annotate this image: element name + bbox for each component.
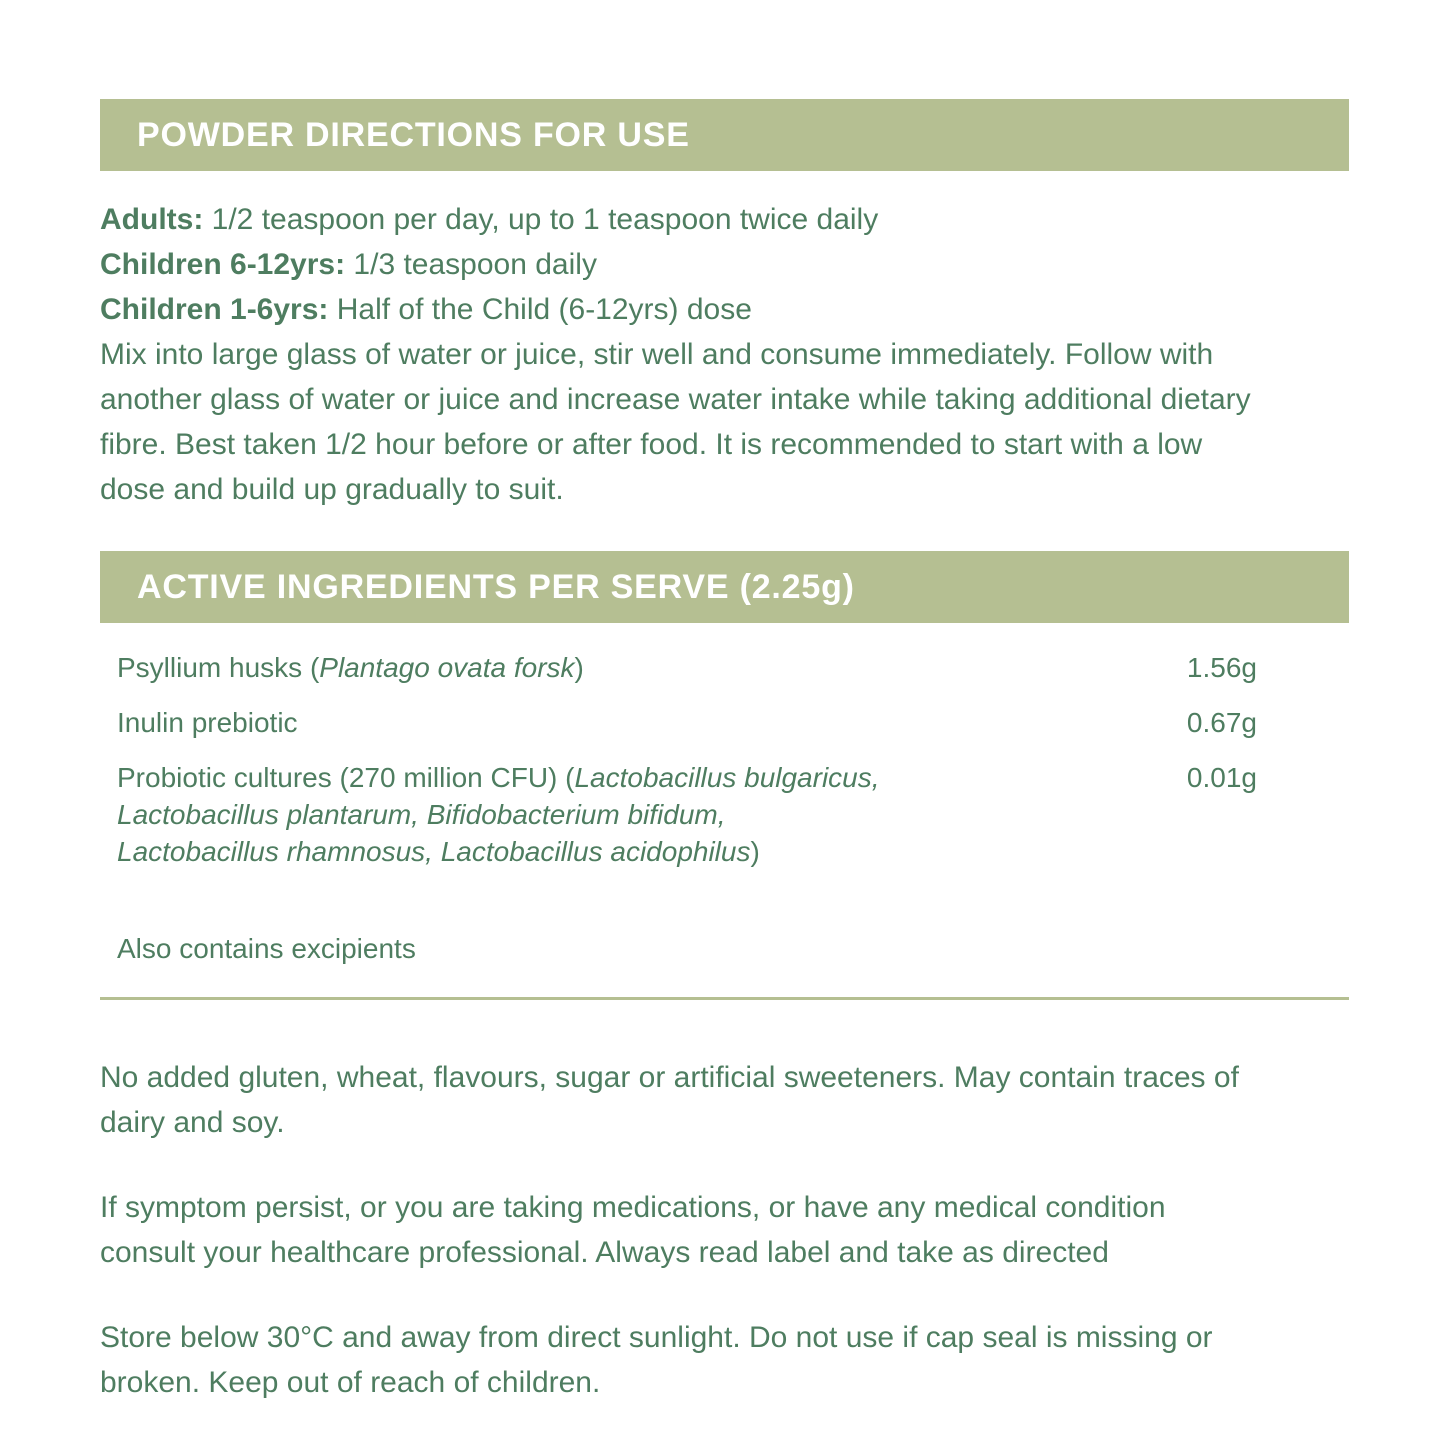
medical-warning-note: If symptom persist, or you are taking medications, or have any medical condition consult your healthcare professional. Always read label and take as directed bbox=[100, 1191, 1166, 1269]
ingredient-amount-psyllium: 1.56g bbox=[1186, 652, 1257, 683]
ingredient-name-plain: ) bbox=[574, 652, 584, 683]
probiotic-line-1 bbox=[117, 759, 880, 796]
probiotic-line-3 bbox=[117, 833, 880, 870]
dose-label-children-6-12: Children 6-12yrs: bbox=[100, 248, 346, 281]
dose-label-adults: Adults: bbox=[100, 203, 204, 236]
usage-instructions: Mix into large glass of water or juice, stir well and consume immediately. Follow with another glass of water or juice and increase water intake while taking additional dietary fibre. Best taken 1/2 hour before or after food. It is recommended to start with a low dose and build up gradually to suit. bbox=[100, 338, 1251, 506]
directions-header-bar bbox=[100, 99, 1349, 171]
ingredient-amount-inulin: 0.67g bbox=[1186, 707, 1257, 738]
dose-line-adults bbox=[100, 197, 1349, 242]
dose-line-children-1-6 bbox=[100, 287, 1349, 332]
ingredient-row-inulin bbox=[117, 704, 1257, 741]
ingredient-name-plain: Psyllium husks ( bbox=[117, 652, 320, 683]
storage-note: Store below 30°C and away from direct sunlight. Do not use if cap seal is missing or broken. Keep out of reach of children. bbox=[100, 1321, 1213, 1399]
dose-value-adults: 1/2 teaspoon per day, up to 1 teaspoon twice daily bbox=[203, 203, 879, 236]
excipients-note: Also contains excipients bbox=[117, 933, 416, 964]
dose-line-children-6-12 bbox=[100, 242, 1349, 287]
ingredients-table bbox=[100, 649, 1349, 870]
dose-label-children-1-6: Children 1-6yrs: bbox=[100, 293, 329, 326]
ingredient-name-psyllium bbox=[117, 649, 584, 686]
dose-value-children-6-12: 1/3 teaspoon daily bbox=[345, 248, 597, 281]
ingredient-name-inulin: Inulin prebiotic bbox=[117, 707, 298, 738]
probiotic-line-2 bbox=[117, 796, 880, 833]
ingredients-header-bar bbox=[100, 551, 1349, 623]
allergen-note: No added gluten, wheat, flavours, sugar or artificial sweeteners. May contain traces of dairy and soy. bbox=[100, 1061, 1239, 1139]
ingredient-amount-probiotic: 0.01g bbox=[1186, 762, 1257, 793]
ingredient-name-plain: Probiotic cultures (270 million CFU) ( bbox=[117, 762, 575, 793]
ingredient-latin-name: Plantago ovata forsk bbox=[319, 652, 575, 683]
ingredient-name-plain: ) bbox=[750, 836, 760, 867]
directions-header-title: POWDER DIRECTIONS FOR USE bbox=[137, 115, 690, 154]
section-divider bbox=[100, 997, 1349, 1000]
ingredient-row-probiotic bbox=[117, 759, 1257, 870]
ingredient-latin-name: Lactobacillus rhamnosus, Lactobacillus acidophilus bbox=[117, 836, 751, 867]
footer-notes bbox=[100, 1055, 1349, 1405]
ingredients-header-title: ACTIVE INGREDIENTS PER SERVE (2.25g) bbox=[137, 567, 855, 606]
dose-value-children-1-6: Half of the Child (6-12yrs) dose bbox=[328, 293, 752, 326]
directions-text-block bbox=[100, 197, 1349, 512]
ingredient-row-psyllium bbox=[117, 649, 1257, 686]
ingredient-latin-name: Lactobacillus bulgaricus, bbox=[574, 762, 880, 793]
ingredient-name-probiotic bbox=[117, 759, 880, 870]
ingredient-latin-name: Lactobacillus plantarum, Bifidobacterium bifidum, bbox=[117, 799, 726, 830]
